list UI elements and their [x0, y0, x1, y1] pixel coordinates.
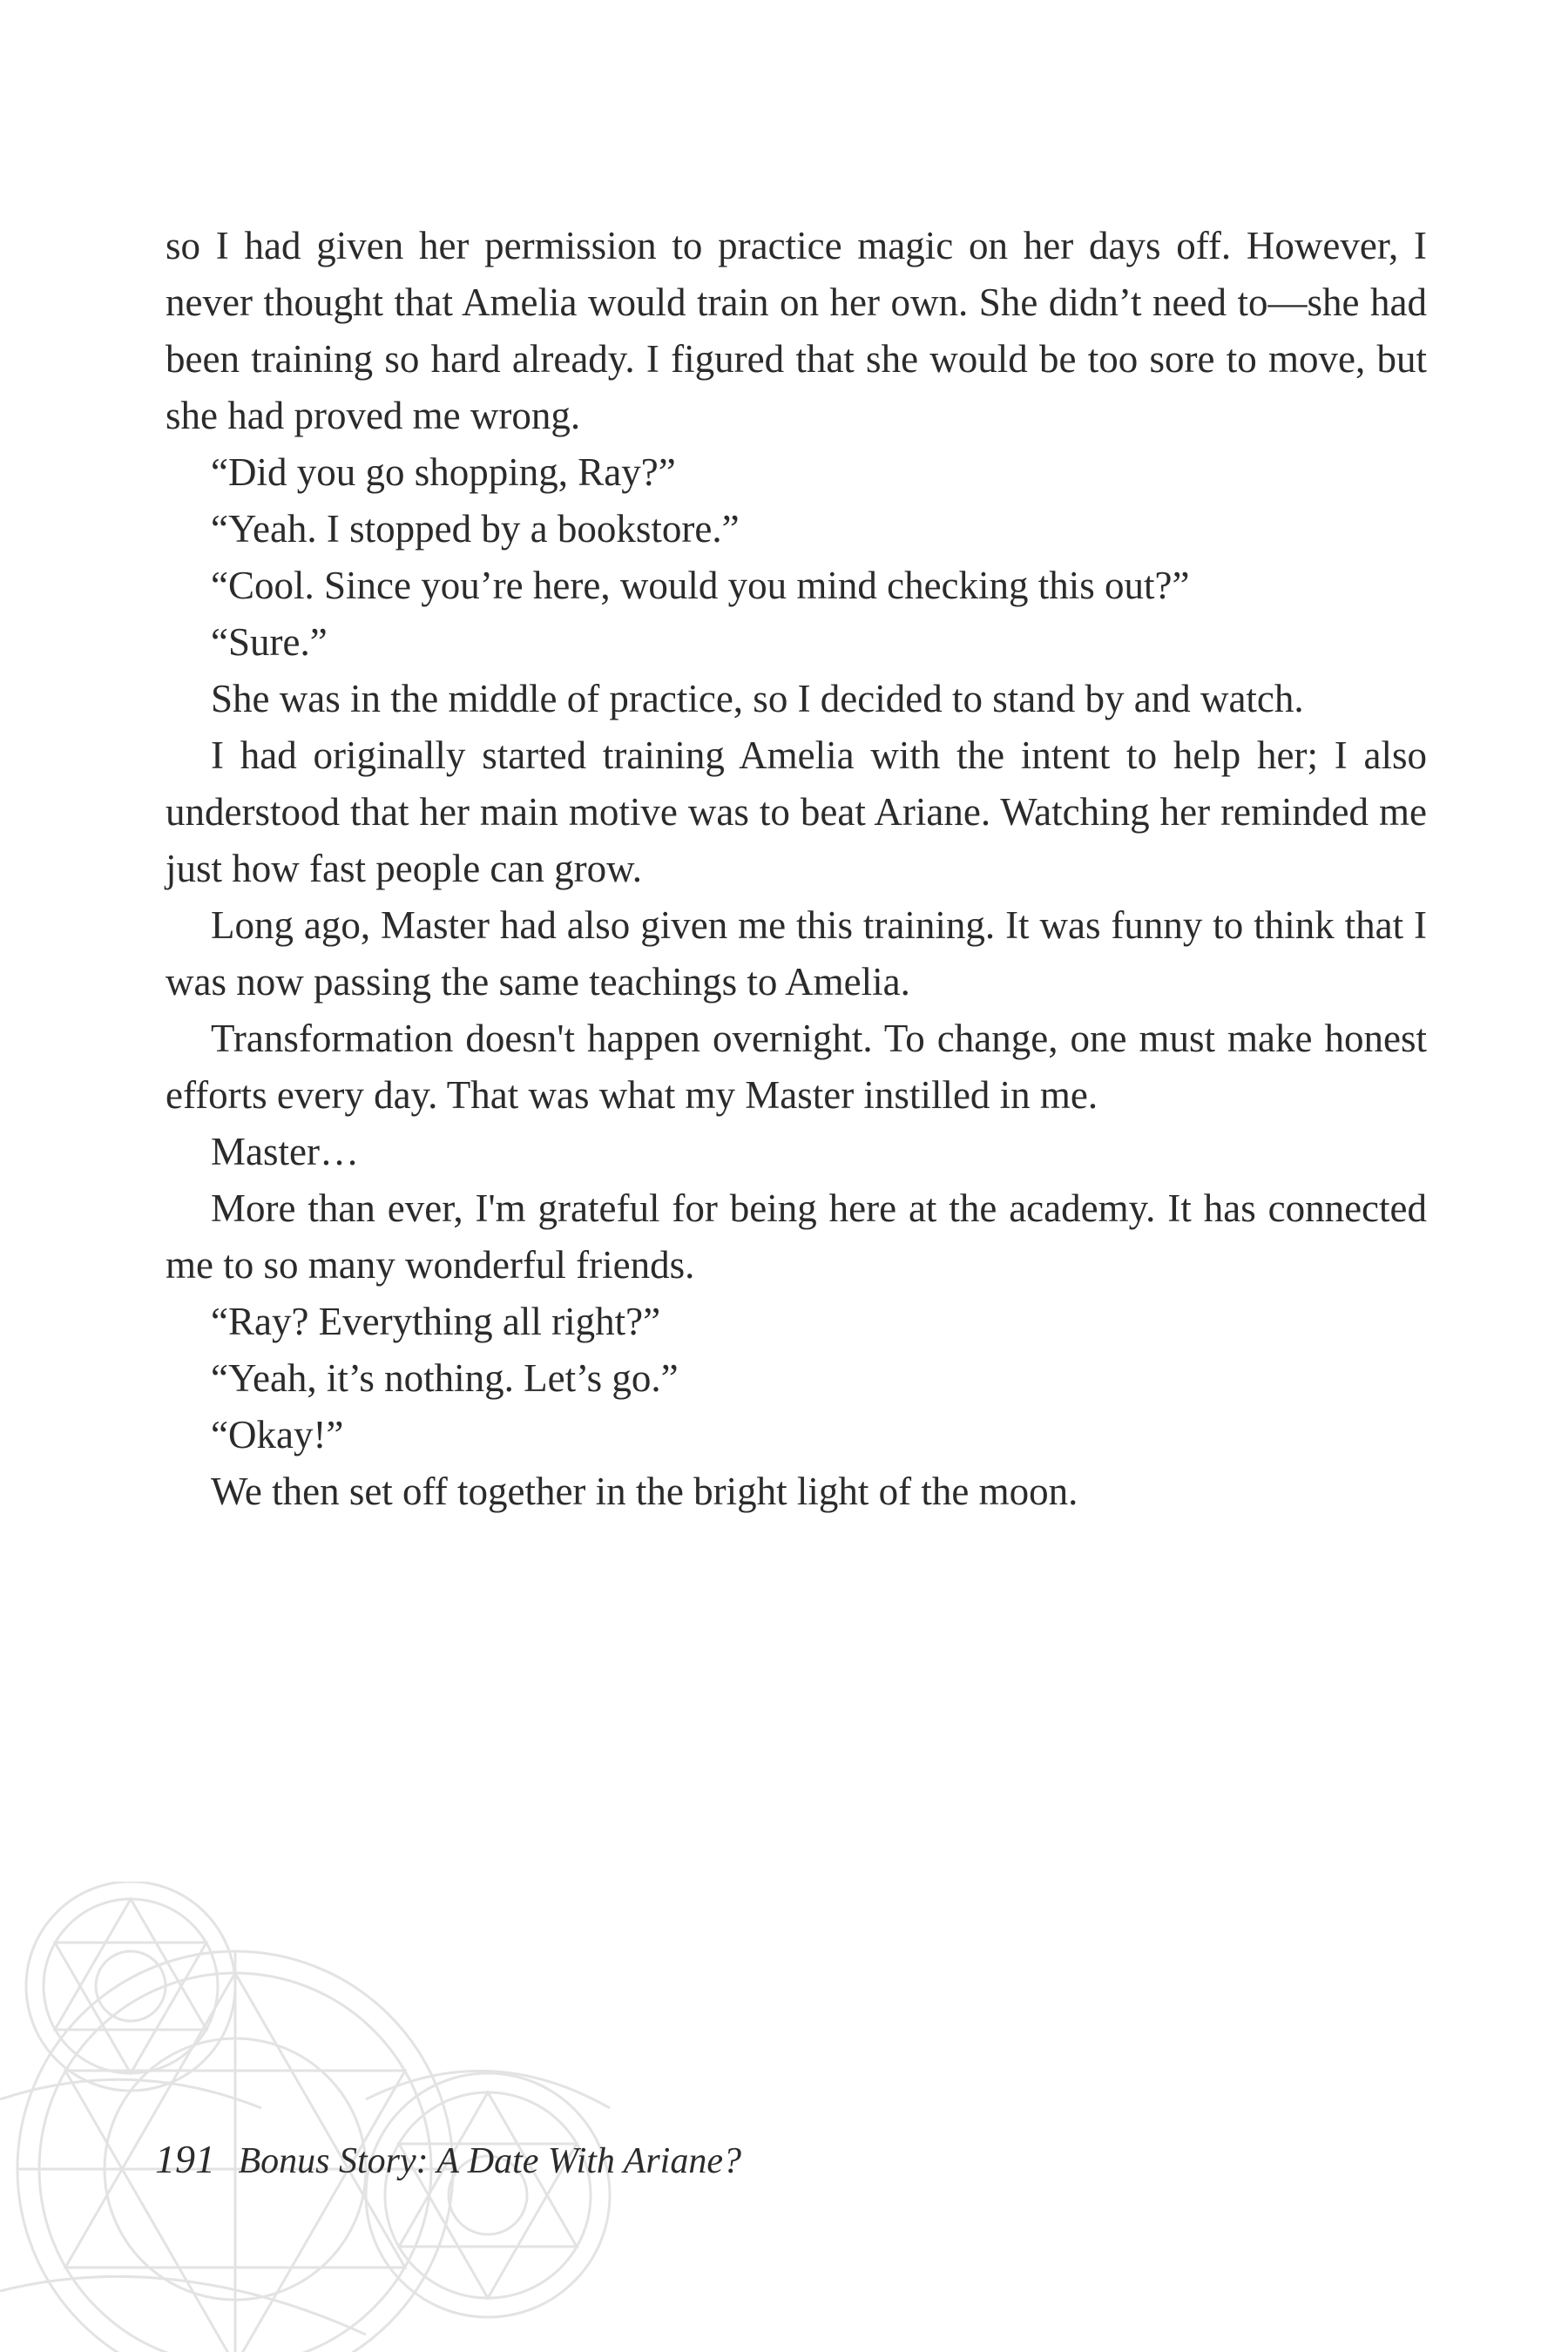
paragraph: She was in the middle of practice, so I decided to stand by and watch.: [211, 677, 1304, 720]
paragraph: More than ever, I'm grateful for being here at the academy. It has connected me to so many wonderful friends.: [166, 1186, 1427, 1287]
paragraph: We then set off together in the bright light of the moon.: [211, 1470, 1078, 1513]
paragraph: so I had given her permission to practice magic on her days off. However, I never thought that Amelia would train on her own. She didn’t need to—she had been training so hard already. I figured that she would be too sore to move, but she had proved me wrong.: [166, 224, 1427, 437]
paragraph: “Yeah, it’s nothing. Let’s go.”: [211, 1356, 679, 1400]
paragraph: I had originally started training Amelia with the intent to help her; I also understood that her main motive was to beat Ariane. Watching her reminded me just how fast people can grow.: [166, 733, 1427, 890]
paragraph: “Did you go shopping, Ray?”: [211, 450, 676, 494]
paragraph: “Yeah. I stopped by a bookstore.”: [211, 507, 740, 551]
running-chapter-title: Bonus Story: A Date With Ariane?: [238, 2141, 741, 2181]
paragraph: Long ago, Master had also given me this training. It was funny to think that I was now passing the same teachings to Amelia.: [166, 903, 1427, 1004]
magic-circle-watermark-icon: [0, 1882, 662, 2352]
paragraph: Master…: [211, 1130, 359, 1173]
body-text: [166, 218, 1427, 1520]
page-number: 191: [155, 2137, 215, 2181]
paragraph: Transformation doesn't happen overnight. To change, one must make honest efforts every day. That was what my Master instilled in me.: [166, 1017, 1427, 1117]
paragraph: “Sure.”: [211, 620, 328, 664]
paragraph: “Okay!”: [211, 1413, 344, 1456]
paragraph: “Cool. Since you’re here, would you mind checking this out?”: [211, 564, 1190, 607]
page-footer: [155, 2136, 741, 2182]
paragraph: “Ray? Everything all right?”: [211, 1300, 661, 1343]
